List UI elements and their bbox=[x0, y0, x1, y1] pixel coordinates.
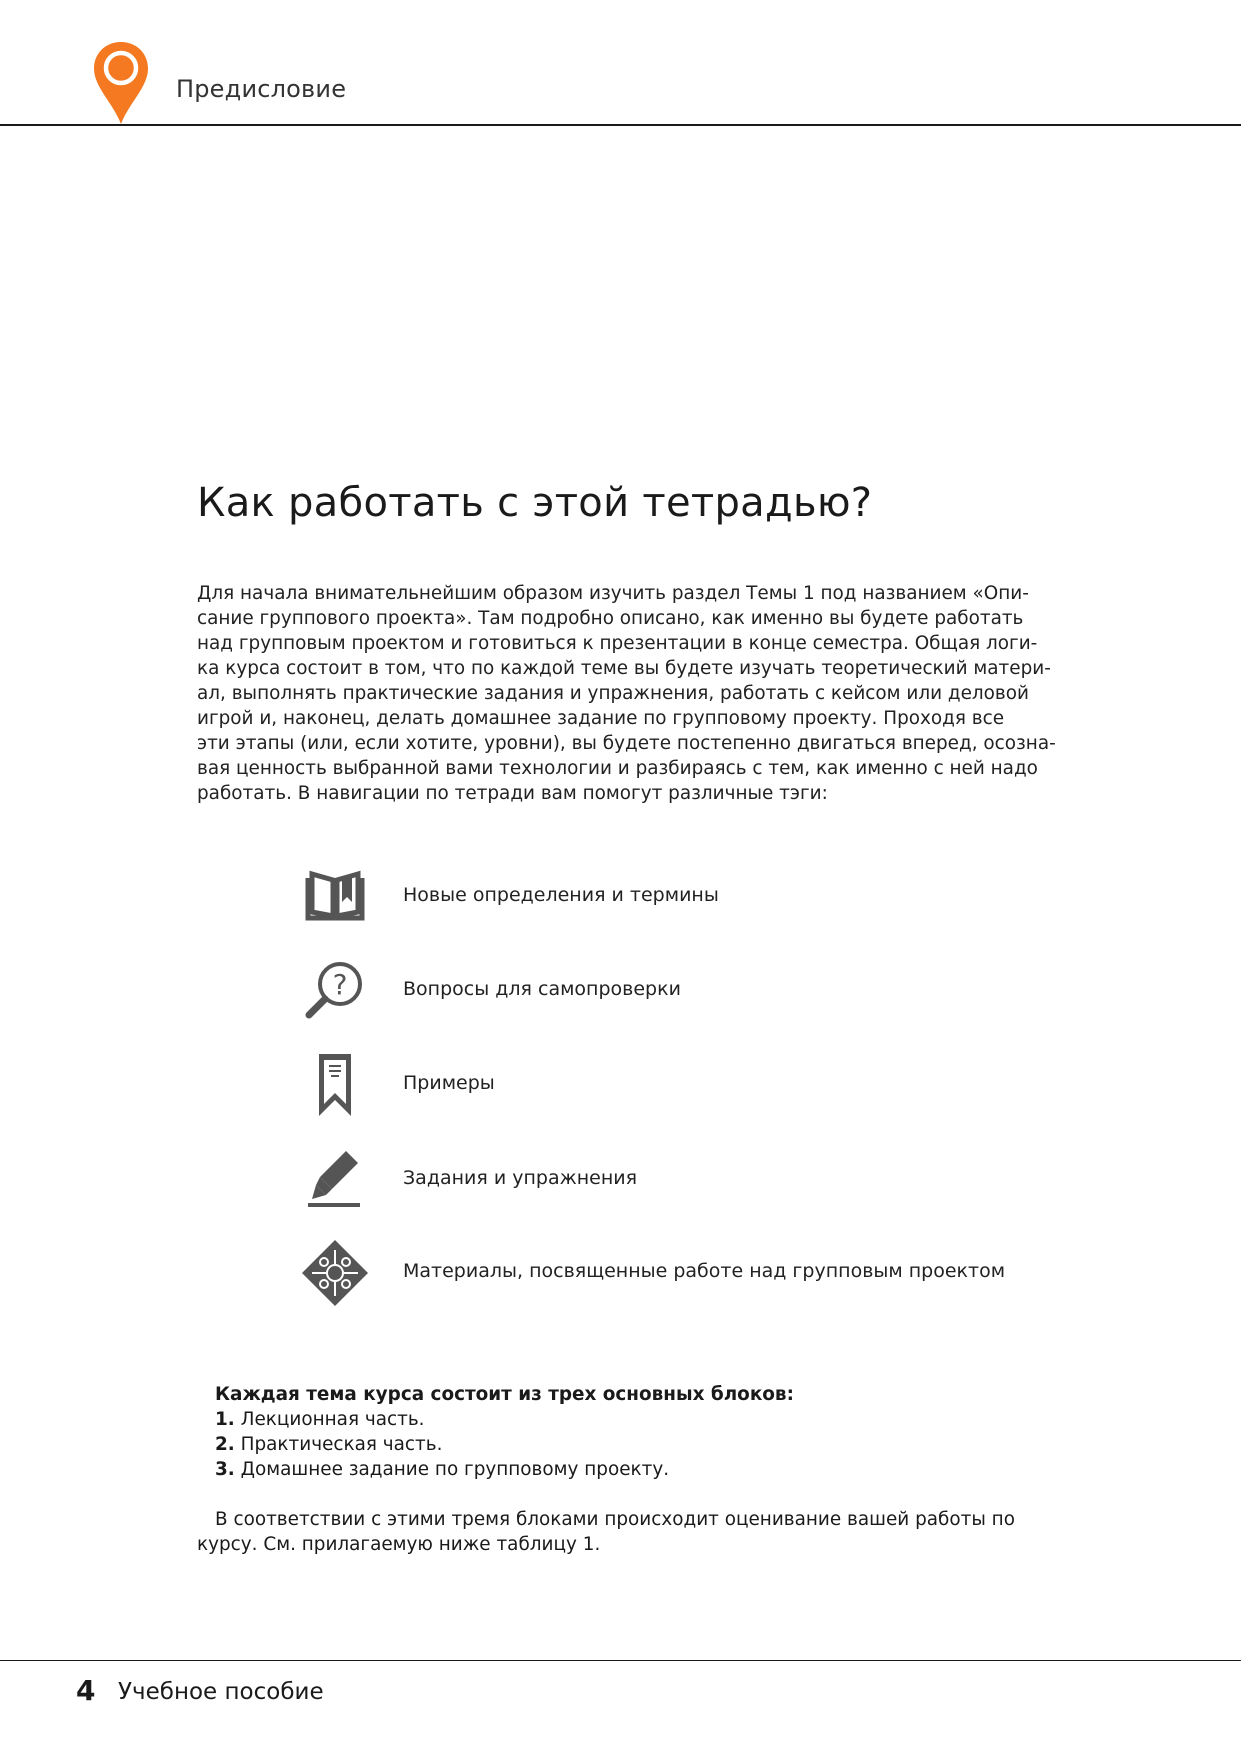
list-item bbox=[197, 1407, 1017, 1432]
list-text: Лекционная часть. bbox=[240, 1409, 425, 1430]
closing-line: В соответствии с этими тремя блоками происходит оценивание вашей работы по bbox=[215, 1509, 1015, 1530]
open-book-icon bbox=[300, 862, 370, 932]
closing-paragraph bbox=[197, 1507, 1017, 1557]
tag-item-definitions bbox=[300, 862, 1080, 932]
list-text: Домашнее задание по групповому проекту. bbox=[240, 1459, 670, 1480]
intro-line: эти этапы (или, если хотите, уровни), вы будете постепенно двигаться вперед, осозна- bbox=[197, 733, 1056, 754]
intro-line: Для начала внимательнейшим образом изучить раздел Темы 1 под названием «Опи- bbox=[197, 583, 1029, 604]
section-title: Предисловие bbox=[176, 75, 347, 103]
intro-line: над групповым проектом и готовиться к презентации в конце семестра. Общая логи- bbox=[197, 633, 1038, 654]
course-blocks bbox=[197, 1382, 1017, 1482]
footer-title: Учебное пособие bbox=[118, 1679, 324, 1705]
intro-line: сание группового проекта». Там подробно описано, как именно вы будете работать bbox=[197, 608, 1024, 629]
tag-item-tasks bbox=[300, 1145, 1080, 1215]
tag-label: Примеры bbox=[403, 1072, 495, 1094]
puzzle-icon bbox=[300, 1238, 370, 1308]
tag-item-questions bbox=[300, 956, 1080, 1026]
list-text: Практическая часть. bbox=[240, 1434, 443, 1455]
intro-line: игрой и, наконец, делать домашнее задание по групповому проекту. Проходя все bbox=[197, 708, 1005, 729]
footer-divider bbox=[0, 1660, 1241, 1661]
highlighter-icon bbox=[300, 1145, 370, 1215]
tag-label: Новые определения и термины bbox=[403, 884, 719, 906]
tag-label: Задания и упражнения bbox=[403, 1167, 638, 1189]
list-number: 1. bbox=[215, 1409, 235, 1430]
tag-label: Материалы, посвященные работе над групповым проектом bbox=[403, 1260, 1006, 1282]
map-pin-icon bbox=[92, 40, 150, 126]
intro-line: работать. В навигации по тетради вам помогут различные тэги: bbox=[197, 783, 828, 804]
header-divider bbox=[0, 124, 1241, 126]
intro-paragraph bbox=[197, 581, 1056, 806]
closing-line: курсу. См. прилагаемую ниже таблицу 1. bbox=[197, 1534, 601, 1555]
tag-label: Вопросы для самопроверки bbox=[403, 978, 681, 1000]
tag-item-group-project bbox=[300, 1238, 1080, 1308]
list-number: 3. bbox=[215, 1459, 235, 1480]
page-heading: Как работать с этой тетрадью? bbox=[197, 480, 873, 526]
list-item bbox=[197, 1457, 1017, 1482]
svg-text:?: ? bbox=[332, 968, 348, 1001]
page-number: 4 bbox=[76, 1674, 96, 1707]
tag-item-examples bbox=[300, 1050, 1080, 1120]
intro-line: вая ценность выбранной вами технологии и разбираясь с тем, как именно с ней надо bbox=[197, 758, 1038, 779]
intro-line: ал, выполнять практические задания и упражнения, работать с кейсом или деловой bbox=[197, 683, 1029, 704]
list-item bbox=[197, 1432, 1017, 1457]
blocks-title: Каждая тема курса состоит из трех основных блоков: bbox=[215, 1384, 794, 1405]
magnifier-question-icon bbox=[300, 956, 370, 1026]
list-number: 2. bbox=[215, 1434, 235, 1455]
bookmark-icon bbox=[300, 1050, 370, 1120]
intro-line: ка курса состоит в том, что по каждой теме вы будете изучать теоретический матери- bbox=[197, 658, 1051, 679]
